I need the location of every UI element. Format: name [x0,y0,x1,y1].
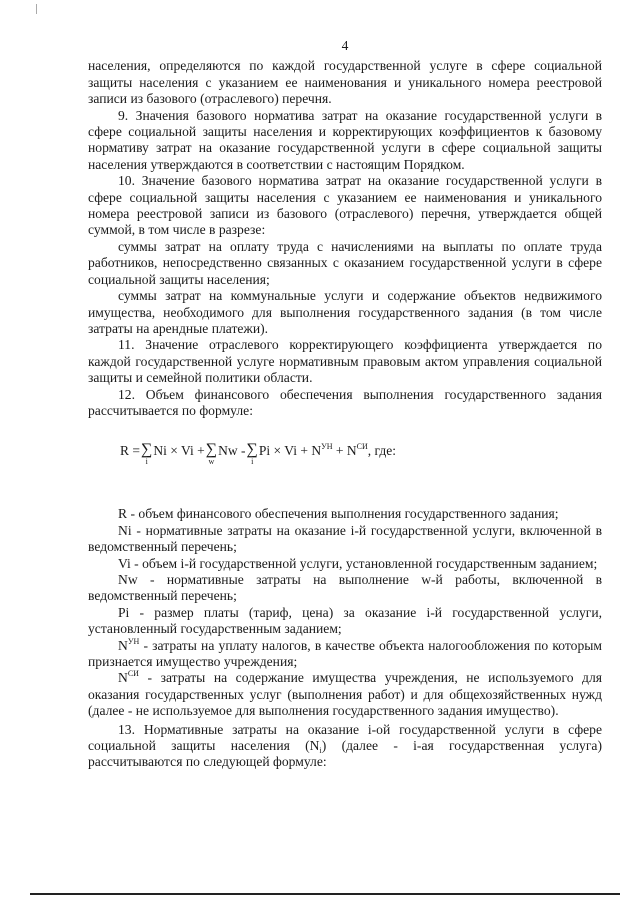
nsi-text: - затраты на содержание имущества учреждения, не используемого для оказания государственных услуг (выполнения работ) и для общехозяйственных нужд (далее - не используемое для выполнения государственного задания имущество). [88,670,602,719]
formula-term-nw: Nw - [218,443,246,459]
nsi-sup: СИ [127,669,139,679]
definition-vi: Vi - объем i-й государственной услуги, установленной государственным заданием; [118,555,598,571]
paragraph-10-item-labor: суммы затрат на оплату труда с начислениями на выплаты по оплате труда работников, непосредственно связанных с оказанием государственной услуги в сфере социальной защиты населения; [88,238,602,287]
formula-term-pi-vi-text: Pi × Vi + N [258,443,322,459]
formula-sum-i-1 [141,443,152,466]
formula-term-pi-vi [259,443,396,459]
definition-nw: Nw - нормативные затраты на выполнение w-й работы, включенной в ведомственный перечень; [88,571,602,604]
sum-symbol: ∑ [141,441,153,459]
sum-index: i [145,457,148,467]
sum-symbol: ∑ [246,441,258,459]
definition-pi: Pi - размер платы (тариф, цена) за оказание i-й государственной услуги, установленный государственным заданием; [88,604,602,637]
page-number: 4 [341,38,349,53]
paragraph-11: 11. Значение отраслевого корректирующего коэффициента утверждается по каждой государственной услуге нормативным правовым актом управления социальной защиты и семейной политики области. [88,337,602,386]
formula-term-ni-vi: Ni × Vi + [153,443,205,459]
nun-sup: УН [127,636,140,646]
paragraph-10: 10. Значение базового норматива затрат на оказание государственной услуги в сфере социальной защиты населения с указанием ее наименования и уникального номера реестровой записи из базового (отраслевого) перечня, утверждается общей суммой, в том числе в разрезе: [88,173,602,238]
definition-nun [88,638,602,671]
p13-after: ) (далее - i-ая государственная услуга) рассчитываются по следующей формуле: [88,738,602,770]
paragraph-9: 9. Значения базового норматива затрат на оказание государственной услуги в сфере социальной защиты населения и корректирующих коэффициентов к базовому нормативу затрат на оказание государственной услуги в сфере социальной защиты населения утверждаются в соответствии с настоящим Порядком. [88,107,602,172]
p13-sub: i [319,746,322,756]
paragraph-13 [88,722,602,771]
formula-sum-w [206,443,217,466]
formula-sup-un: УН [321,442,333,452]
sum-index: i [251,457,254,467]
formula-r-eq: R = [120,443,140,459]
nun-base: N [118,637,128,653]
nun-text: - затраты на уплату налогов, в качестве объекта налогообложения по которым признается имущество учреждения; [88,637,602,669]
paragraph-12: 12. Объем финансового обеспечения выполнения государственного задания рассчитывается по формуле: [88,386,602,418]
document-page [88,38,602,771]
definition-ni: Ni - нормативные затраты на оказание i-й государственной услуги, включенной в ведомственный перечень; [88,522,602,555]
scan-mark [36,4,37,14]
nsi-base: N [118,670,128,686]
paragraph-continuation: населения, определяются по каждой государственной услуге в сфере социальной защиты населения с указанием ее наименования и уникального номера реестровой записи из базового (отраслевого) перечня. [88,58,602,107]
page-bottom-rule [30,893,620,895]
definition-r: R - объем финансового обеспечения выполнения государственного задания; [118,506,559,522]
sum-symbol: ∑ [205,441,218,459]
formula-tail: , где: [367,443,397,459]
formula-r [120,443,602,466]
p13-before: 13. Нормативные затраты на оказание i-ой государственной услуги в сфере социальной защиты населения (N [88,721,602,754]
definition-nsi [88,670,602,719]
paragraph-10-item-utilities: суммы затрат на коммунальные услуги и содержание объектов недвижимого имущества, необходимого для выполнения государственного задания (в том числе затраты на арендные платежи). [88,288,602,336]
sum-index: w [208,457,215,467]
formula-term-plus-n: + N [332,443,357,459]
formula-sum-i-2 [247,443,258,466]
formula-sup-si: СИ [356,442,368,452]
